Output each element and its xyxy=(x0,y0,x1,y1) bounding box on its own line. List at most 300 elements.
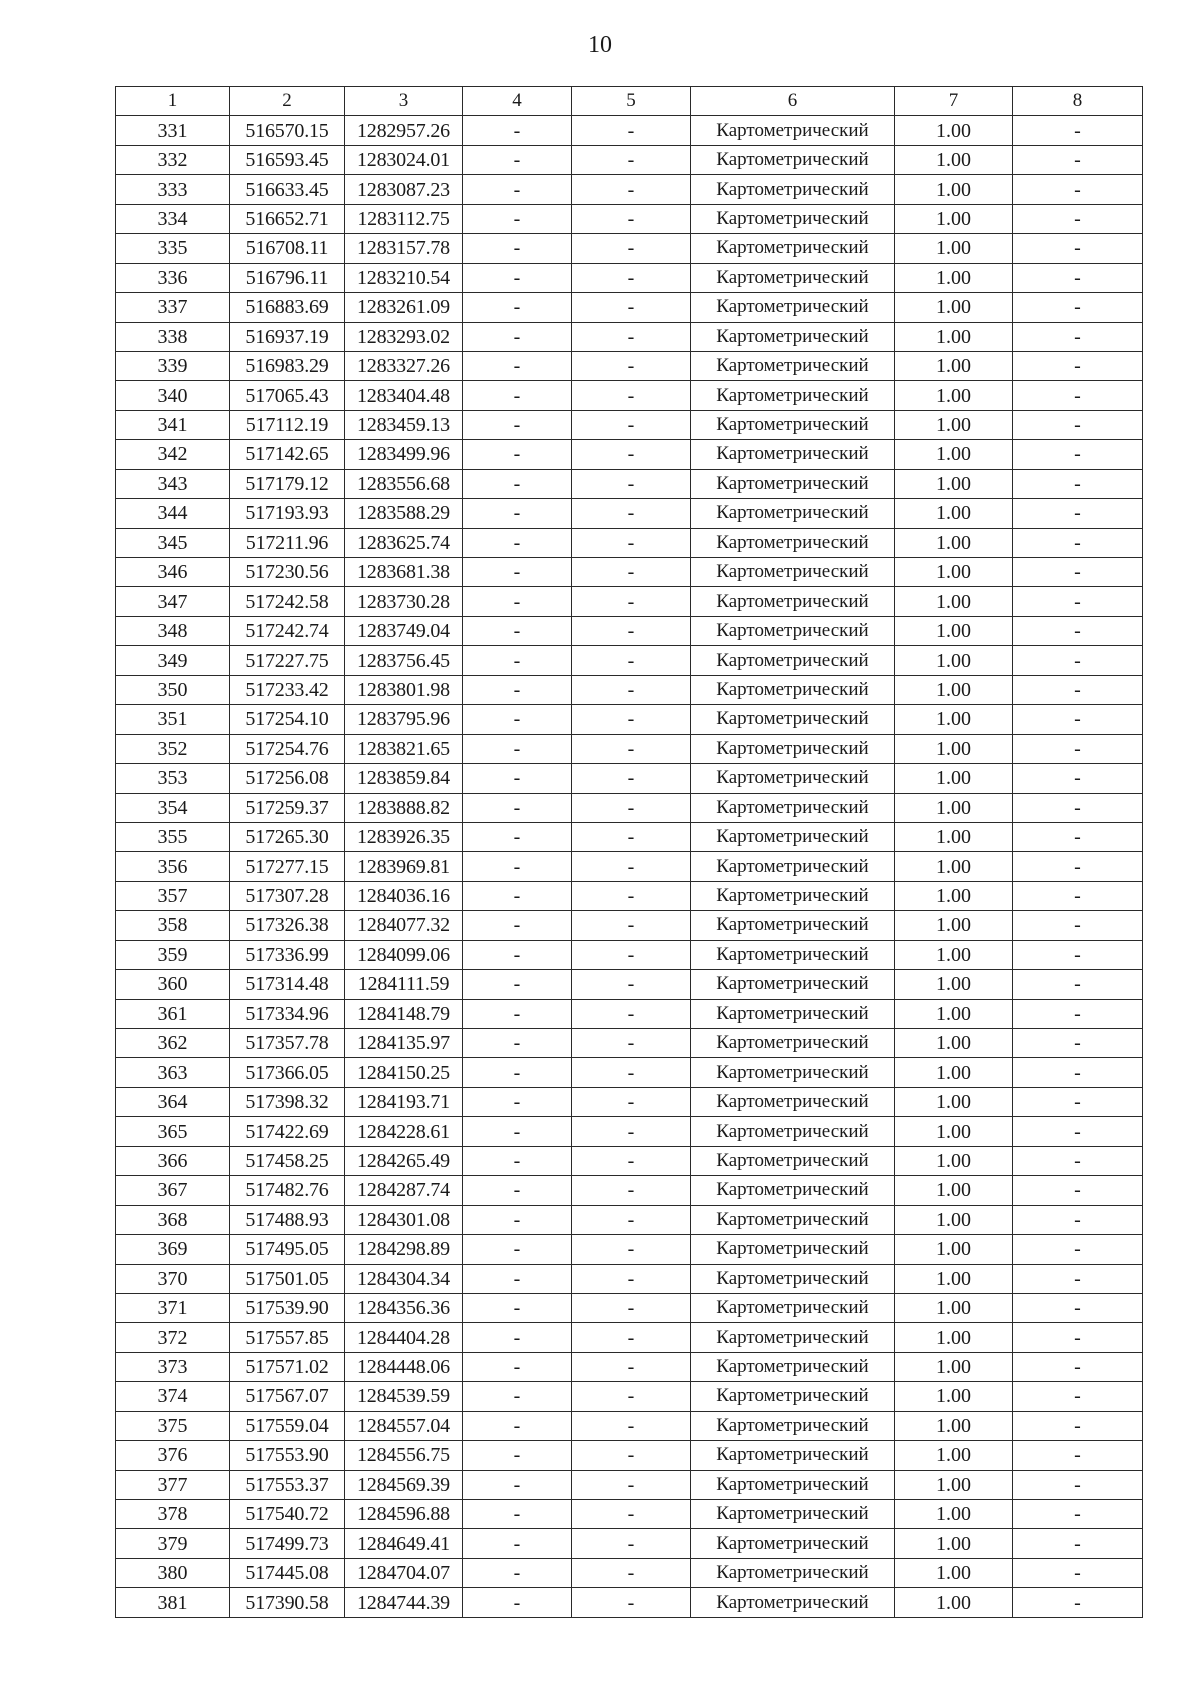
column-5-cell: - xyxy=(572,1146,691,1175)
point-number-cell: 339 xyxy=(116,351,230,380)
point-number-cell: 370 xyxy=(116,1264,230,1293)
method-cell: Картометрический xyxy=(691,1058,895,1087)
accuracy-cell: 1.00 xyxy=(895,911,1013,940)
accuracy-cell: 1.00 xyxy=(895,1529,1013,1558)
column-4-cell: - xyxy=(463,1293,572,1322)
column-4-cell: - xyxy=(463,322,572,351)
y-coordinate-cell: 1284298.89 xyxy=(345,1235,463,1264)
table-header-row xyxy=(116,87,1143,116)
y-coordinate-cell: 1283821.65 xyxy=(345,734,463,763)
header-cell: 8 xyxy=(1013,87,1143,116)
y-coordinate-cell: 1283327.26 xyxy=(345,351,463,380)
column-5-cell: - xyxy=(572,1411,691,1440)
point-number-cell: 336 xyxy=(116,263,230,292)
method-cell: Картометрический xyxy=(691,1205,895,1234)
method-cell: Картометрический xyxy=(691,970,895,999)
x-coordinate-cell: 517233.42 xyxy=(230,675,345,704)
y-coordinate-cell: 1284704.07 xyxy=(345,1558,463,1587)
column-8-cell: - xyxy=(1013,145,1143,174)
point-number-cell: 350 xyxy=(116,675,230,704)
y-coordinate-cell: 1284193.71 xyxy=(345,1087,463,1116)
column-8-cell: - xyxy=(1013,1264,1143,1293)
table-row xyxy=(116,234,1143,263)
method-cell: Картометрический xyxy=(691,1176,895,1205)
column-5-cell: - xyxy=(572,852,691,881)
column-8-cell: - xyxy=(1013,558,1143,587)
x-coordinate-cell: 517065.43 xyxy=(230,381,345,410)
column-4-cell: - xyxy=(463,646,572,675)
column-5-cell: - xyxy=(572,587,691,616)
table-row xyxy=(116,1382,1143,1411)
x-coordinate-cell: 517458.25 xyxy=(230,1146,345,1175)
x-coordinate-cell: 517179.12 xyxy=(230,469,345,498)
column-8-cell: - xyxy=(1013,1117,1143,1146)
column-8-cell: - xyxy=(1013,852,1143,881)
x-coordinate-cell: 517366.05 xyxy=(230,1058,345,1087)
column-4-cell: - xyxy=(463,1029,572,1058)
column-5-cell: - xyxy=(572,469,691,498)
column-8-cell: - xyxy=(1013,440,1143,469)
table-row xyxy=(116,1264,1143,1293)
table-row xyxy=(116,646,1143,675)
accuracy-cell: 1.00 xyxy=(895,1470,1013,1499)
method-cell: Картометрический xyxy=(691,293,895,322)
table-row xyxy=(116,1441,1143,1470)
accuracy-cell: 1.00 xyxy=(895,1205,1013,1234)
method-cell: Картометрический xyxy=(691,1441,895,1470)
y-coordinate-cell: 1283969.81 xyxy=(345,852,463,881)
y-coordinate-cell: 1283112.75 xyxy=(345,204,463,233)
method-cell: Картометрический xyxy=(691,469,895,498)
method-cell: Картометрический xyxy=(691,587,895,616)
accuracy-cell: 1.00 xyxy=(895,1087,1013,1116)
x-coordinate-cell: 517482.76 xyxy=(230,1176,345,1205)
point-number-cell: 335 xyxy=(116,234,230,263)
column-8-cell: - xyxy=(1013,764,1143,793)
x-coordinate-cell: 517142.65 xyxy=(230,440,345,469)
point-number-cell: 347 xyxy=(116,587,230,616)
column-8-cell: - xyxy=(1013,970,1143,999)
column-8-cell: - xyxy=(1013,410,1143,439)
accuracy-cell: 1.00 xyxy=(895,1029,1013,1058)
method-cell: Картометрический xyxy=(691,852,895,881)
y-coordinate-cell: 1283730.28 xyxy=(345,587,463,616)
point-number-cell: 333 xyxy=(116,175,230,204)
column-5-cell: - xyxy=(572,1558,691,1587)
point-number-cell: 363 xyxy=(116,1058,230,1087)
column-5-cell: - xyxy=(572,881,691,910)
x-coordinate-cell: 516883.69 xyxy=(230,293,345,322)
point-number-cell: 380 xyxy=(116,1558,230,1587)
method-cell: Картометрический xyxy=(691,440,895,469)
table-row xyxy=(116,970,1143,999)
y-coordinate-cell: 1283404.48 xyxy=(345,381,463,410)
column-4-cell: - xyxy=(463,1058,572,1087)
method-cell: Картометрический xyxy=(691,734,895,763)
y-coordinate-cell: 1283261.09 xyxy=(345,293,463,322)
column-5-cell: - xyxy=(572,204,691,233)
column-4-cell: - xyxy=(463,351,572,380)
point-number-cell: 381 xyxy=(116,1588,230,1617)
table-row xyxy=(116,1058,1143,1087)
x-coordinate-cell: 517390.58 xyxy=(230,1588,345,1617)
y-coordinate-cell: 1283859.84 xyxy=(345,764,463,793)
y-coordinate-cell: 1284228.61 xyxy=(345,1117,463,1146)
point-number-cell: 371 xyxy=(116,1293,230,1322)
y-coordinate-cell: 1283588.29 xyxy=(345,499,463,528)
column-8-cell: - xyxy=(1013,293,1143,322)
column-4-cell: - xyxy=(463,175,572,204)
table-row xyxy=(116,116,1143,145)
column-5-cell: - xyxy=(572,410,691,439)
column-8-cell: - xyxy=(1013,587,1143,616)
y-coordinate-cell: 1282957.26 xyxy=(345,116,463,145)
method-cell: Картометрический xyxy=(691,616,895,645)
accuracy-cell: 1.00 xyxy=(895,145,1013,174)
point-number-cell: 372 xyxy=(116,1323,230,1352)
point-number-cell: 373 xyxy=(116,1352,230,1381)
column-8-cell: - xyxy=(1013,1235,1143,1264)
method-cell: Картометрический xyxy=(691,1146,895,1175)
column-5-cell: - xyxy=(572,999,691,1028)
y-coordinate-cell: 1283926.35 xyxy=(345,822,463,851)
x-coordinate-cell: 517553.37 xyxy=(230,1470,345,1499)
column-5-cell: - xyxy=(572,116,691,145)
x-coordinate-cell: 517230.56 xyxy=(230,558,345,587)
method-cell: Картометрический xyxy=(691,381,895,410)
table-row xyxy=(116,911,1143,940)
y-coordinate-cell: 1284744.39 xyxy=(345,1588,463,1617)
method-cell: Картометрический xyxy=(691,410,895,439)
accuracy-cell: 1.00 xyxy=(895,351,1013,380)
table-row xyxy=(116,293,1143,322)
column-4-cell: - xyxy=(463,764,572,793)
method-cell: Картометрический xyxy=(691,1117,895,1146)
y-coordinate-cell: 1284448.06 xyxy=(345,1352,463,1381)
method-cell: Картометрический xyxy=(691,1087,895,1116)
column-5-cell: - xyxy=(572,528,691,557)
column-8-cell: - xyxy=(1013,116,1143,145)
point-number-cell: 352 xyxy=(116,734,230,763)
column-5-cell: - xyxy=(572,793,691,822)
point-number-cell: 353 xyxy=(116,764,230,793)
table-row xyxy=(116,587,1143,616)
column-4-cell: - xyxy=(463,587,572,616)
header-cell: 4 xyxy=(463,87,572,116)
column-8-cell: - xyxy=(1013,1058,1143,1087)
column-4-cell: - xyxy=(463,822,572,851)
method-cell: Картометрический xyxy=(691,1470,895,1499)
y-coordinate-cell: 1284556.75 xyxy=(345,1441,463,1470)
column-8-cell: - xyxy=(1013,469,1143,498)
accuracy-cell: 1.00 xyxy=(895,1558,1013,1587)
column-8-cell: - xyxy=(1013,1205,1143,1234)
column-8-cell: - xyxy=(1013,646,1143,675)
point-number-cell: 379 xyxy=(116,1529,230,1558)
page-number: 10 xyxy=(588,32,612,58)
column-5-cell: - xyxy=(572,970,691,999)
accuracy-cell: 1.00 xyxy=(895,675,1013,704)
column-4-cell: - xyxy=(463,616,572,645)
table-row xyxy=(116,705,1143,734)
y-coordinate-cell: 1283459.13 xyxy=(345,410,463,439)
point-number-cell: 376 xyxy=(116,1441,230,1470)
column-8-cell: - xyxy=(1013,675,1143,704)
accuracy-cell: 1.00 xyxy=(895,852,1013,881)
accuracy-cell: 1.00 xyxy=(895,381,1013,410)
column-5-cell: - xyxy=(572,1588,691,1617)
column-5-cell: - xyxy=(572,616,691,645)
column-8-cell: - xyxy=(1013,616,1143,645)
table-row xyxy=(116,881,1143,910)
y-coordinate-cell: 1283293.02 xyxy=(345,322,463,351)
column-4-cell: - xyxy=(463,1087,572,1116)
column-4-cell: - xyxy=(463,1264,572,1293)
column-5-cell: - xyxy=(572,440,691,469)
column-5-cell: - xyxy=(572,499,691,528)
column-4-cell: - xyxy=(463,1500,572,1529)
accuracy-cell: 1.00 xyxy=(895,234,1013,263)
x-coordinate-cell: 517539.90 xyxy=(230,1293,345,1322)
column-5-cell: - xyxy=(572,734,691,763)
method-cell: Картометрический xyxy=(691,793,895,822)
column-5-cell: - xyxy=(572,1352,691,1381)
table-row xyxy=(116,440,1143,469)
method-cell: Картометрический xyxy=(691,1235,895,1264)
method-cell: Картометрический xyxy=(691,1500,895,1529)
accuracy-cell: 1.00 xyxy=(895,263,1013,292)
x-coordinate-cell: 517227.75 xyxy=(230,646,345,675)
column-5-cell: - xyxy=(572,675,691,704)
method-cell: Картометрический xyxy=(691,322,895,351)
y-coordinate-cell: 1284099.06 xyxy=(345,940,463,969)
column-8-cell: - xyxy=(1013,322,1143,351)
y-coordinate-cell: 1283681.38 xyxy=(345,558,463,587)
table-row xyxy=(116,822,1143,851)
accuracy-cell: 1.00 xyxy=(895,1293,1013,1322)
column-8-cell: - xyxy=(1013,499,1143,528)
point-number-cell: 358 xyxy=(116,911,230,940)
accuracy-cell: 1.00 xyxy=(895,499,1013,528)
table-row xyxy=(116,381,1143,410)
table-row xyxy=(116,1470,1143,1499)
method-cell: Картометрический xyxy=(691,822,895,851)
point-number-cell: 354 xyxy=(116,793,230,822)
column-4-cell: - xyxy=(463,116,572,145)
method-cell: Картометрический xyxy=(691,499,895,528)
table-row xyxy=(116,175,1143,204)
column-4-cell: - xyxy=(463,705,572,734)
point-number-cell: 359 xyxy=(116,940,230,969)
table-row xyxy=(116,1352,1143,1381)
point-number-cell: 337 xyxy=(116,293,230,322)
table-row xyxy=(116,675,1143,704)
accuracy-cell: 1.00 xyxy=(895,1264,1013,1293)
y-coordinate-cell: 1283801.98 xyxy=(345,675,463,704)
column-5-cell: - xyxy=(572,1205,691,1234)
column-5-cell: - xyxy=(572,646,691,675)
point-number-cell: 344 xyxy=(116,499,230,528)
y-coordinate-cell: 1284036.16 xyxy=(345,881,463,910)
column-5-cell: - xyxy=(572,764,691,793)
column-8-cell: - xyxy=(1013,351,1143,380)
method-cell: Картометрический xyxy=(691,1293,895,1322)
column-4-cell: - xyxy=(463,558,572,587)
table-row xyxy=(116,263,1143,292)
x-coordinate-cell: 517254.76 xyxy=(230,734,345,763)
x-coordinate-cell: 517211.96 xyxy=(230,528,345,557)
column-5-cell: - xyxy=(572,911,691,940)
x-coordinate-cell: 517501.05 xyxy=(230,1264,345,1293)
table-row xyxy=(116,1029,1143,1058)
y-coordinate-cell: 1283795.96 xyxy=(345,705,463,734)
method-cell: Картометрический xyxy=(691,204,895,233)
x-coordinate-cell: 516937.19 xyxy=(230,322,345,351)
y-coordinate-cell: 1284356.36 xyxy=(345,1293,463,1322)
x-coordinate-cell: 517553.90 xyxy=(230,1441,345,1470)
x-coordinate-cell: 516652.71 xyxy=(230,204,345,233)
column-4-cell: - xyxy=(463,204,572,233)
y-coordinate-cell: 1284649.41 xyxy=(345,1529,463,1558)
column-4-cell: - xyxy=(463,293,572,322)
x-coordinate-cell: 517256.08 xyxy=(230,764,345,793)
y-coordinate-cell: 1284287.74 xyxy=(345,1176,463,1205)
table-row xyxy=(116,616,1143,645)
x-coordinate-cell: 517193.93 xyxy=(230,499,345,528)
table-row xyxy=(116,558,1143,587)
x-coordinate-cell: 517326.38 xyxy=(230,911,345,940)
y-coordinate-cell: 1284301.08 xyxy=(345,1205,463,1234)
point-number-cell: 369 xyxy=(116,1235,230,1264)
accuracy-cell: 1.00 xyxy=(895,204,1013,233)
table-row xyxy=(116,145,1143,174)
table-row xyxy=(116,940,1143,969)
column-8-cell: - xyxy=(1013,1441,1143,1470)
x-coordinate-cell: 517540.72 xyxy=(230,1500,345,1529)
column-8-cell: - xyxy=(1013,381,1143,410)
column-4-cell: - xyxy=(463,793,572,822)
column-5-cell: - xyxy=(572,1470,691,1499)
column-5-cell: - xyxy=(572,1500,691,1529)
accuracy-cell: 1.00 xyxy=(895,1382,1013,1411)
accuracy-cell: 1.00 xyxy=(895,410,1013,439)
point-number-cell: 355 xyxy=(116,822,230,851)
table-row xyxy=(116,764,1143,793)
method-cell: Картометрический xyxy=(691,675,895,704)
accuracy-cell: 1.00 xyxy=(895,1352,1013,1381)
column-8-cell: - xyxy=(1013,999,1143,1028)
column-4-cell: - xyxy=(463,675,572,704)
column-8-cell: - xyxy=(1013,1087,1143,1116)
table-row xyxy=(116,528,1143,557)
x-coordinate-cell: 517307.28 xyxy=(230,881,345,910)
method-cell: Картометрический xyxy=(691,1529,895,1558)
point-number-cell: 341 xyxy=(116,410,230,439)
y-coordinate-cell: 1284304.34 xyxy=(345,1264,463,1293)
accuracy-cell: 1.00 xyxy=(895,469,1013,498)
column-5-cell: - xyxy=(572,234,691,263)
y-coordinate-cell: 1283499.96 xyxy=(345,440,463,469)
column-8-cell: - xyxy=(1013,1382,1143,1411)
point-number-cell: 332 xyxy=(116,145,230,174)
column-8-cell: - xyxy=(1013,793,1143,822)
column-5-cell: - xyxy=(572,1529,691,1558)
accuracy-cell: 1.00 xyxy=(895,440,1013,469)
y-coordinate-cell: 1283556.68 xyxy=(345,469,463,498)
x-coordinate-cell: 517495.05 xyxy=(230,1235,345,1264)
x-coordinate-cell: 516593.45 xyxy=(230,145,345,174)
column-8-cell: - xyxy=(1013,940,1143,969)
x-coordinate-cell: 517422.69 xyxy=(230,1117,345,1146)
accuracy-cell: 1.00 xyxy=(895,940,1013,969)
column-4-cell: - xyxy=(463,911,572,940)
column-8-cell: - xyxy=(1013,1411,1143,1440)
x-coordinate-cell: 517259.37 xyxy=(230,793,345,822)
method-cell: Картометрический xyxy=(691,1323,895,1352)
x-coordinate-cell: 517242.74 xyxy=(230,616,345,645)
method-cell: Картометрический xyxy=(691,940,895,969)
column-8-cell: - xyxy=(1013,1176,1143,1205)
method-cell: Картометрический xyxy=(691,911,895,940)
column-5-cell: - xyxy=(572,1176,691,1205)
y-coordinate-cell: 1283210.54 xyxy=(345,263,463,292)
column-4-cell: - xyxy=(463,381,572,410)
method-cell: Картометрический xyxy=(691,1558,895,1587)
column-8-cell: - xyxy=(1013,734,1143,763)
column-5-cell: - xyxy=(572,822,691,851)
column-4-cell: - xyxy=(463,1529,572,1558)
point-number-cell: 360 xyxy=(116,970,230,999)
column-4-cell: - xyxy=(463,1117,572,1146)
column-5-cell: - xyxy=(572,940,691,969)
x-coordinate-cell: 517488.93 xyxy=(230,1205,345,1234)
column-4-cell: - xyxy=(463,145,572,174)
x-coordinate-cell: 516708.11 xyxy=(230,234,345,263)
accuracy-cell: 1.00 xyxy=(895,293,1013,322)
table-row xyxy=(116,1293,1143,1322)
x-coordinate-cell: 517499.73 xyxy=(230,1529,345,1558)
accuracy-cell: 1.00 xyxy=(895,1588,1013,1617)
accuracy-cell: 1.00 xyxy=(895,1323,1013,1352)
y-coordinate-cell: 1284135.97 xyxy=(345,1029,463,1058)
accuracy-cell: 1.00 xyxy=(895,1176,1013,1205)
x-coordinate-cell: 517445.08 xyxy=(230,1558,345,1587)
column-5-cell: - xyxy=(572,322,691,351)
accuracy-cell: 1.00 xyxy=(895,822,1013,851)
table-row xyxy=(116,1146,1143,1175)
column-5-cell: - xyxy=(572,263,691,292)
header-cell: 3 xyxy=(345,87,463,116)
column-4-cell: - xyxy=(463,1558,572,1587)
accuracy-cell: 1.00 xyxy=(895,1411,1013,1440)
x-coordinate-cell: 517314.48 xyxy=(230,970,345,999)
column-8-cell: - xyxy=(1013,1029,1143,1058)
column-8-cell: - xyxy=(1013,911,1143,940)
y-coordinate-cell: 1283756.45 xyxy=(345,646,463,675)
method-cell: Картометрический xyxy=(691,705,895,734)
accuracy-cell: 1.00 xyxy=(895,1441,1013,1470)
method-cell: Картометрический xyxy=(691,116,895,145)
point-number-cell: 365 xyxy=(116,1117,230,1146)
y-coordinate-cell: 1284150.25 xyxy=(345,1058,463,1087)
y-coordinate-cell: 1284596.88 xyxy=(345,1500,463,1529)
column-4-cell: - xyxy=(463,440,572,469)
table-row xyxy=(116,1500,1143,1529)
column-5-cell: - xyxy=(572,1235,691,1264)
point-number-cell: 375 xyxy=(116,1411,230,1440)
column-4-cell: - xyxy=(463,1411,572,1440)
method-cell: Картометрический xyxy=(691,558,895,587)
